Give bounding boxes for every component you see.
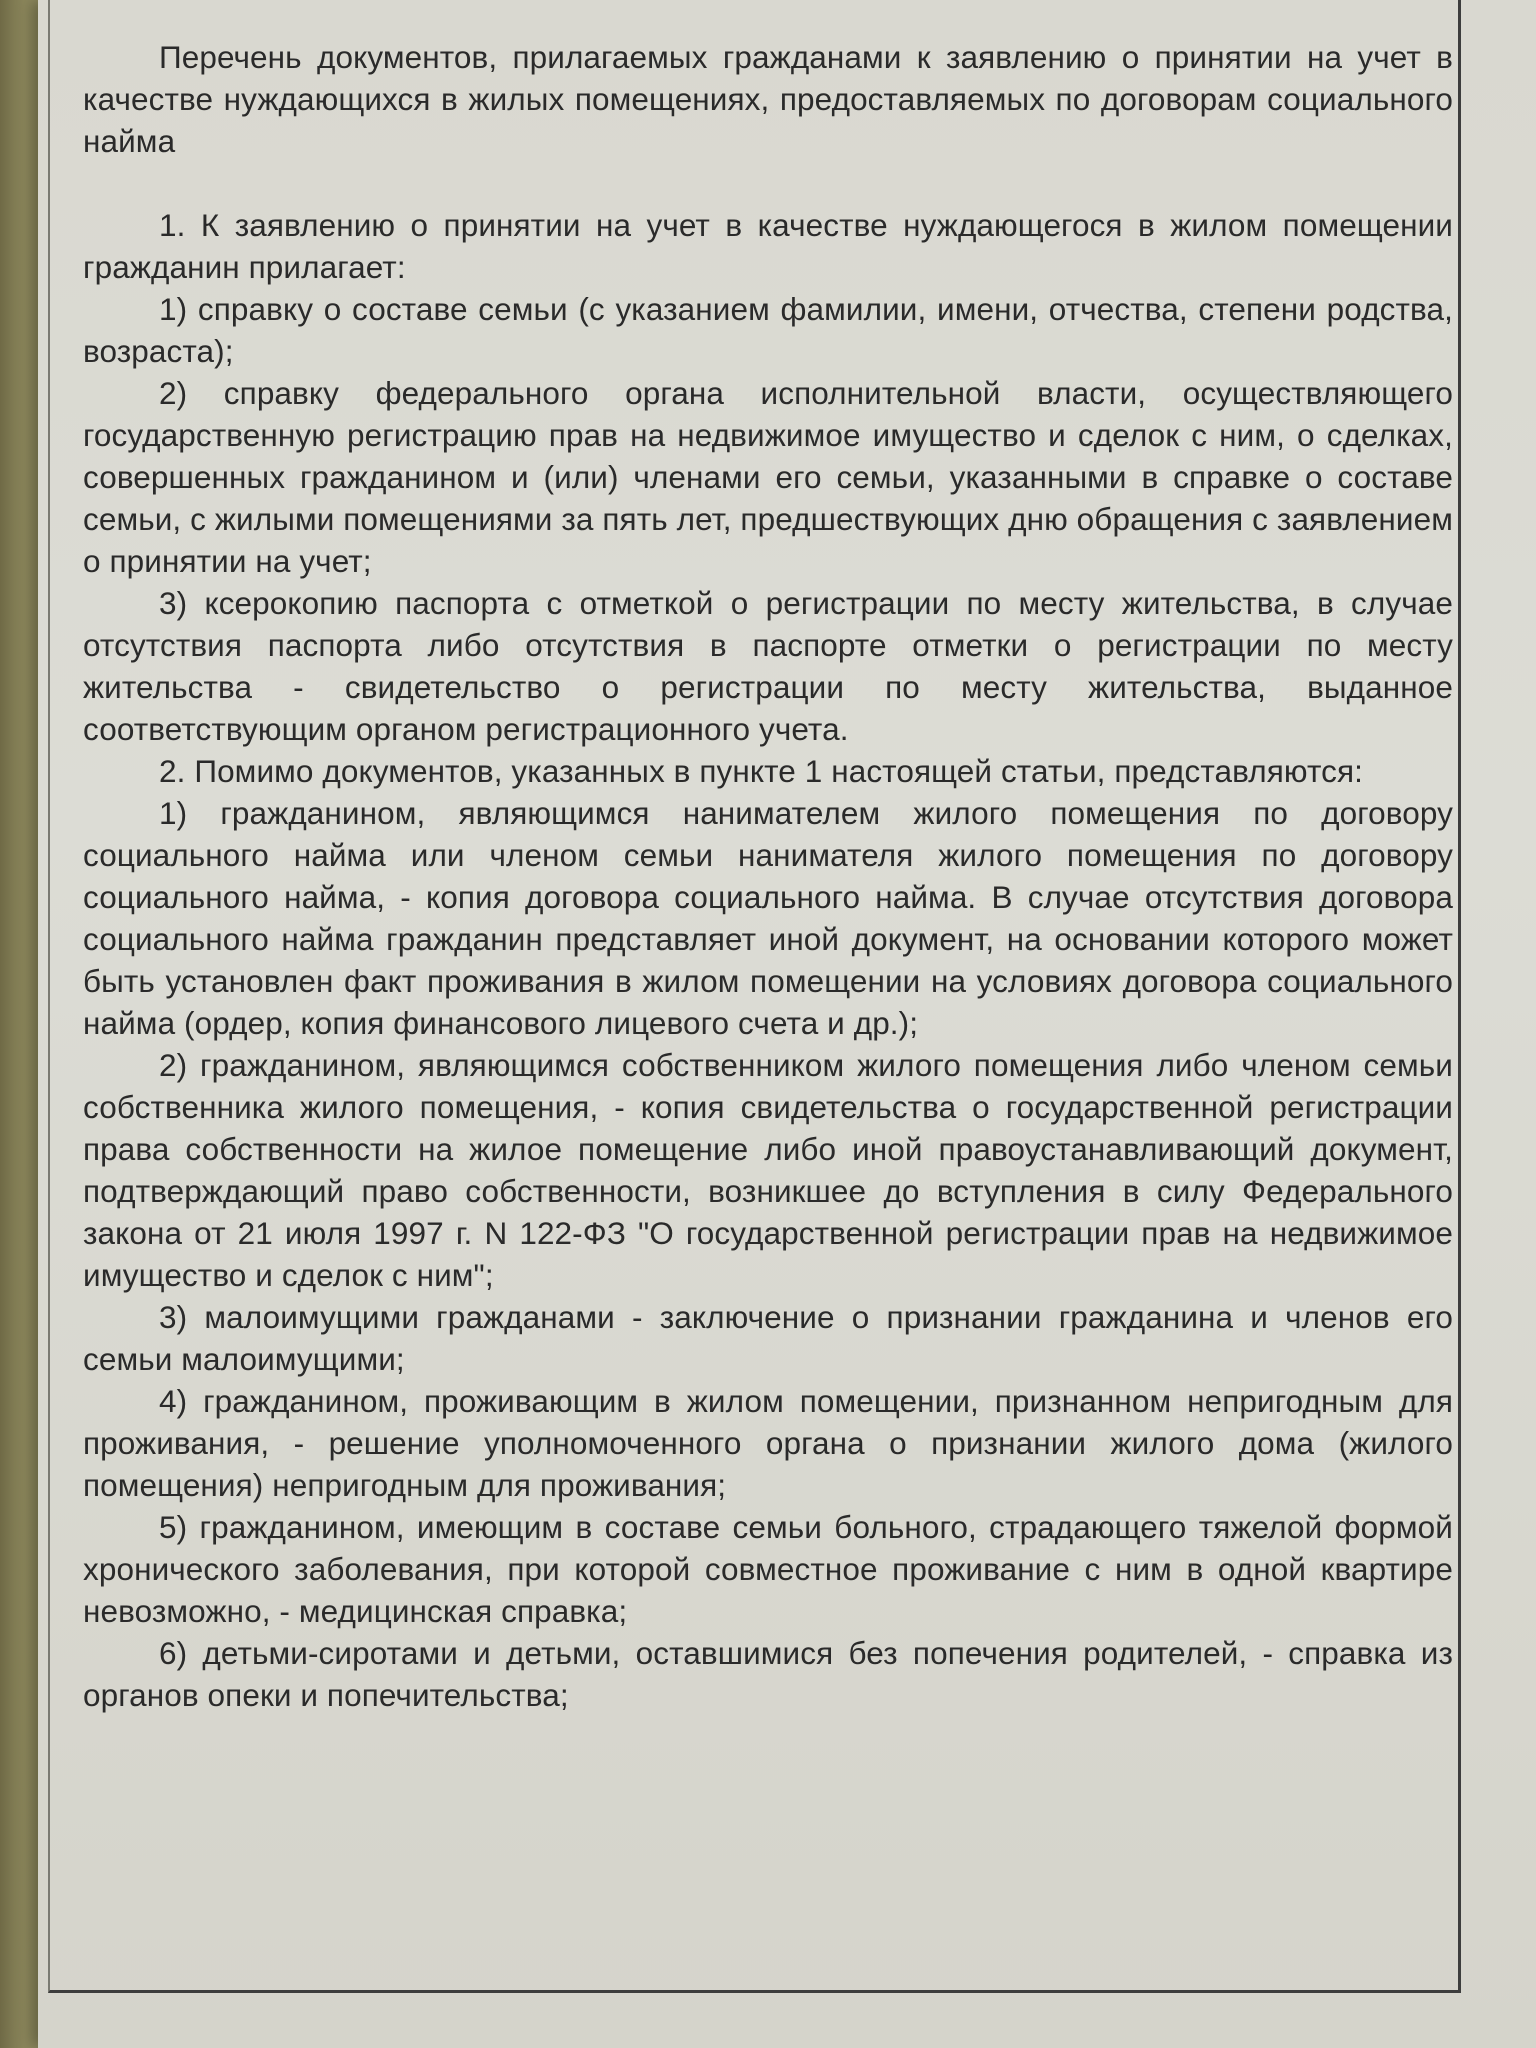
clause-1-item-2: 2) справку федерального органа исполнительной власти, осуществляющего государственную регистрацию прав на недвижимое имущество и сделок с ним, о сделках, совершенных гражданином и (или) членами его семьи, указанными в справке о составе семьи, с жилыми помещениями за пять лет, предшествующих дню обращения с заявлением о принятии на учет; [83,375,1453,579]
clause-2-intro: 2. Помимо документов, указанных в пункте 1 настоящей статьи, представляются: [159,753,1363,789]
clause-1-item-3: 3) ксерокопию паспорта с отметкой о регистрации по месту жительства, в случае отсутствия паспорта либо отсутствия в паспорте отметки о регистрации по месту жительства - свидетельство о регистрации по месту жительства, выданное соответствующим органом регистрационного учета. [83,585,1453,747]
document-body [83,36,1453,1716]
clause-2-item-5: 5) гражданином, имеющим в составе семьи больного, страдающего тяжелой формой хронического заболевания, при которой совместное проживание с ним в одной квартире невозможно, - медицинская справка; [83,1509,1453,1629]
clause-2-item-3: 3) малоимущими гражданами - заключение о признании гражданина и членов его семьи малоимущими; [83,1299,1453,1377]
clause-2-item-4: 4) гражданином, проживающим в жилом помещении, признанном непригодным для проживания, - решение уполномоченного органа о признании жилого дома (жилого помещения) непригодным для проживания; [83,1383,1453,1503]
clause-1-intro: 1. К заявлению о принятии на учет в качестве нуждающегося в жилом помещении гражданин прилагает: [83,207,1453,285]
clause-1-item-1: 1) справку о составе семьи (с указанием фамилии, имени, отчества, степени родства, возраста); [83,291,1453,369]
clause-2-item-2: 2) гражданином, являющимся собственником жилого помещения либо членом семьи собственника жилого помещения, - копия свидетельства о государственной регистрации права собственности на жилое помещение либо иной правоустанавливающий документ, подтверждающий право собственности, возникшее до вступления в силу Федерального закона от 21 июля 1997 г. N 122-ФЗ "О государственной регистрации прав на недвижимое имущество и сделок с ним"; [83,1047,1453,1293]
clause-2-item-1: 1) гражданином, являющимся нанимателем жилого помещения по договору социального найма или членом семьи нанимателя жилого помещения по договору социального найма, - копия договора социального найма. В случае отсутствия договора социального найма гражданин представляет иной документ, на основании которого может быть установлен факт проживания в жилом помещении на условиях договора социального найма (ордер, копия финансового лицевого счета и др.); [83,795,1453,1041]
clause-2-item-6: 6) детьми-сиротами и детьми, оставшимися без попечения родителей, - справка из органов опеки и попечительства; [83,1635,1453,1713]
paper-sheet [38,0,1536,2048]
document-title: Перечень документов, прилагаемых гражданами к заявлению о принятии на учет в качестве нуждающихся в жилых помещениях, предоставляемых по договорам социального найма [83,39,1453,159]
